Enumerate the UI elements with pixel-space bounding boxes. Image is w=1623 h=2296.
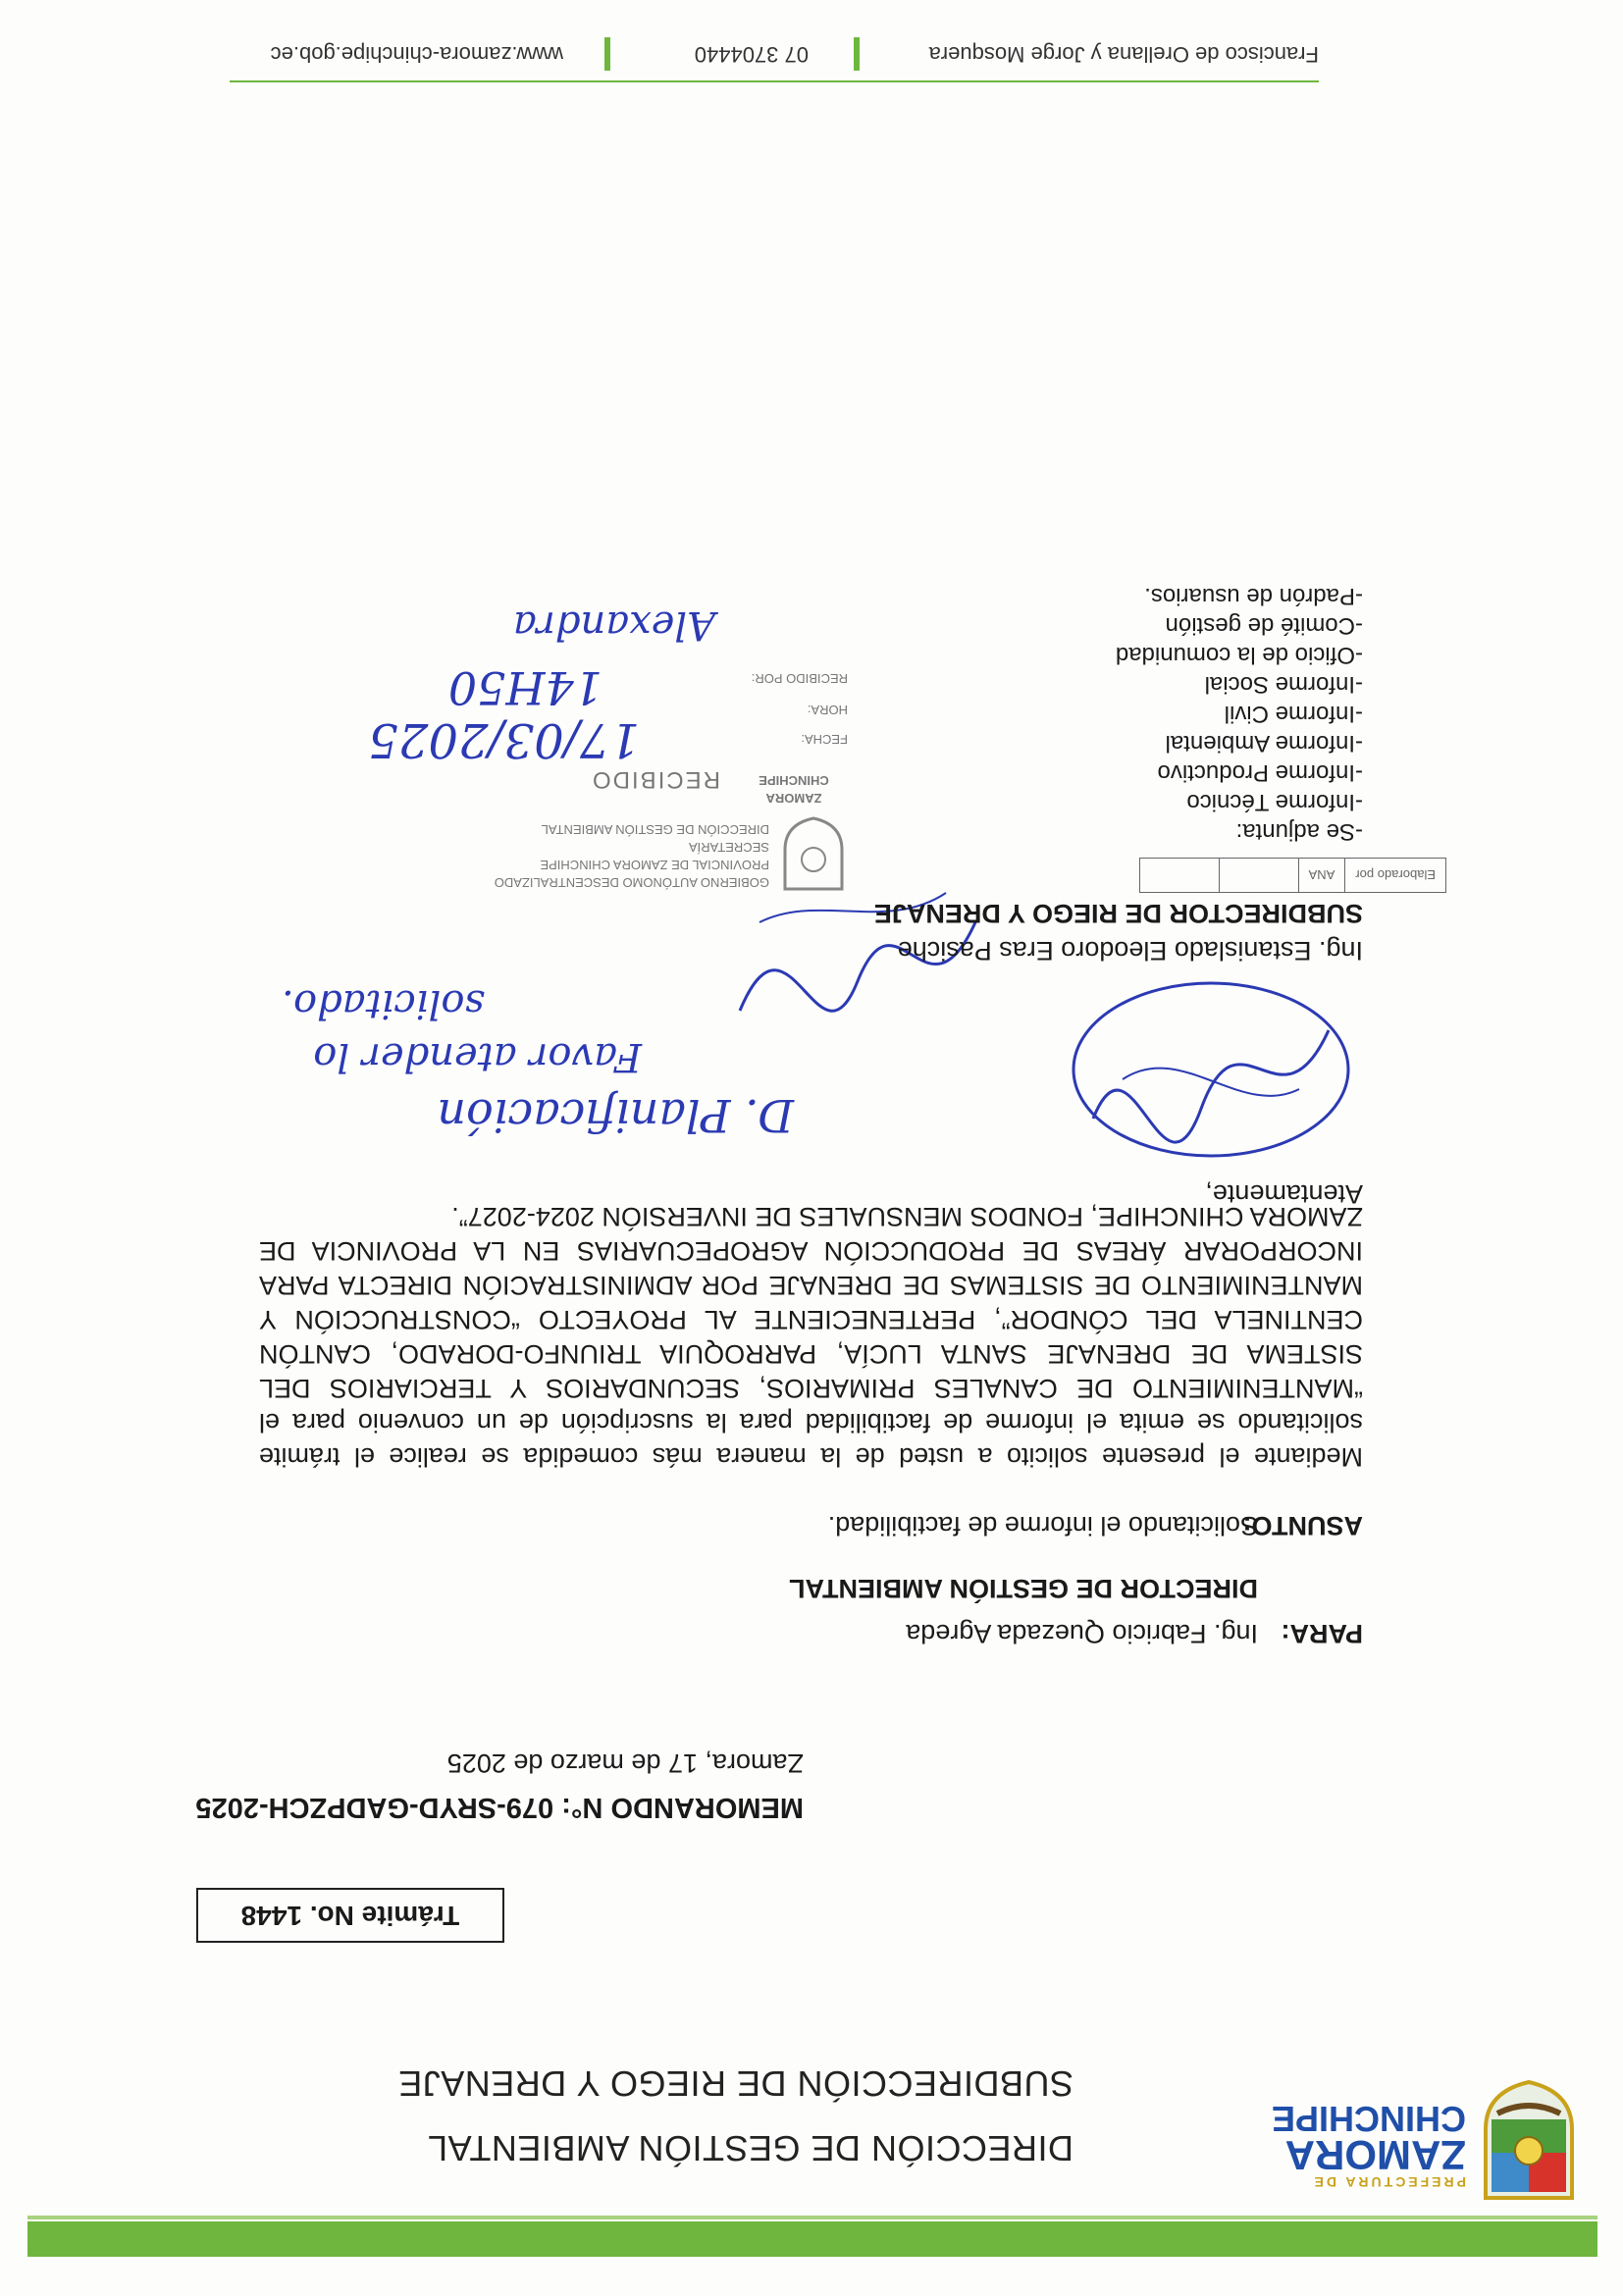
handwritten-note-3: solicitado. <box>281 981 485 1026</box>
list-item: -Informe Productivo <box>1157 759 1363 786</box>
signer-title: SUBDIRECTOR DE RIEGO Y DRENAJE <box>873 899 1363 928</box>
signature-icon <box>1064 971 1358 1177</box>
list-item: -Padrón de usuarios. <box>1144 583 1363 609</box>
stamp-line5: ZAMORA <box>765 791 822 806</box>
stamp-line6: CHINCHIPE <box>759 773 829 788</box>
para-name: Ing. Fabricio Quezada Agreda <box>906 1619 1258 1648</box>
handwritten-note-1: D. Planificación <box>437 1089 794 1142</box>
list-item: -Informe Técnico <box>1186 789 1363 815</box>
stamp-fecha: FECHA: <box>801 732 848 747</box>
header-direction: DIRECCIÓN DE GESTIÓN AMBIENTAL <box>427 2128 1073 2168</box>
elaborado-value: ANA <box>1298 859 1345 893</box>
memo-place-date: Zamora, 17 de marzo de 2025 <box>446 1748 804 1778</box>
handwritten-receiver: Alexandra <box>512 602 715 648</box>
para-label: PARA: <box>1281 1619 1363 1648</box>
brand-name-line1: ZAMORA <box>1284 2132 1466 2178</box>
list-item: -Oficio de la comunidad <box>1115 642 1363 668</box>
header-green-stripe <box>27 2216 1597 2219</box>
signer-name: Ing. Estanislado Eleodoro Eras Pasiche <box>897 936 1363 965</box>
elaborado-label: Elaborado por <box>1345 859 1446 893</box>
prefecture-crest-icon <box>1476 2078 1582 2208</box>
handwritten-time: 14H50 <box>447 661 602 714</box>
list-item: -Informe Social <box>1204 671 1363 698</box>
adjuntos-list <box>1116 581 1363 846</box>
list-item: -Informe Civil <box>1224 701 1363 727</box>
elaborado-empty-cell <box>1219 859 1298 893</box>
stamp-recibido-por: RECIBIDO POR: <box>751 671 848 686</box>
footer-separator <box>604 37 610 71</box>
header-subdirection: SUBDIRECCIÓN DE RIEGO Y DRENAJE <box>397 2063 1073 2104</box>
list-item: -Informe Ambiental <box>1165 730 1363 757</box>
memo-number: MEMORANDO N°: 079-SRYD-GADPZCH-2025 <box>195 1792 804 1823</box>
header-green-bar <box>27 2221 1597 2257</box>
footer-phone: 07 3704440 <box>694 42 809 67</box>
stamp-received: RECIBIDO <box>590 766 720 793</box>
asunto-label: ASUNTO: <box>1242 1511 1363 1540</box>
footer-divider <box>230 80 1319 82</box>
stamp-crest-icon <box>779 816 848 895</box>
stamp-hora: HORA: <box>807 703 848 717</box>
adjuntos-label: -Se adjunta: <box>1235 818 1363 845</box>
elaborado-empty-cell <box>1139 859 1219 893</box>
footer-separator <box>854 37 860 71</box>
closing-text: Atentamente, <box>1205 1179 1363 1209</box>
footer-web: www.zamora-chinchipe.gob.ec <box>270 42 563 67</box>
brand-name-line2: CHINCHIPE <box>1271 2099 1466 2139</box>
stamp-line1: GOBIERNO AUTÓNOMO DESCENTRALIZADO <box>494 875 769 890</box>
stamp-line3: SECRETARÍA <box>688 840 769 855</box>
list-item: -Comité de gestión <box>1165 612 1363 639</box>
footer-address: Francisco de Orellana y Jorge Mosquera <box>928 42 1319 67</box>
stamp-line4: DIRECCIÓN DE GESTIÓN AMBIENTAL <box>541 822 769 837</box>
handwritten-date: 17/03/2025 <box>368 712 640 767</box>
handwritten-note-2: Favor atender lo <box>313 1034 642 1079</box>
tramite-box: Trámite No. 1448 <box>196 1888 504 1943</box>
elaborado-table <box>1139 858 1446 893</box>
brand-prefix: PREFECTURA DE <box>1311 2174 1466 2190</box>
para-title: DIRECTOR DE GESTIÓN AMBIENTAL <box>788 1574 1258 1603</box>
asunto-text: Solicitando el informe de factibilidad. <box>827 1511 1258 1540</box>
stamp-line2: PROVINCIAL DE ZAMORA CHINCHIPE <box>540 858 769 872</box>
brand-logo <box>1271 2099 1466 2190</box>
memo-body: Mediante el presente solicito a usted de la manera más comedida se realice el trámite solicitando se emita el informe de factibilidad para la suscripción de un convenio para el “MANTENIMIENTO DE CANALES PRIMARIOS, SECUNDARIOS Y TERCIARIOS DEL SISTEMA DE DRENAJE SANTA LUCÍA, PARROQUIA TRIUNFO-DORADO, CANTÓN CENTINELA DEL CÓNDOR”, PERTENECIENTE AL PROYECTO “CONSTRUCCIÓN Y MANTENIMIENTO DE SISTEMAS DE DRENAJE POR ADMINISTRACIÓN DIRECTA PARA INCORPORAR ÁREAS DE PRODUCCIÓN AGROPECUARIAS EN LA PROVINCIA DE ZAMORA CHINCHIPE, FONDOS MENSUALES DE INVERSIÓN 2024-2027”. <box>259 1202 1363 1472</box>
